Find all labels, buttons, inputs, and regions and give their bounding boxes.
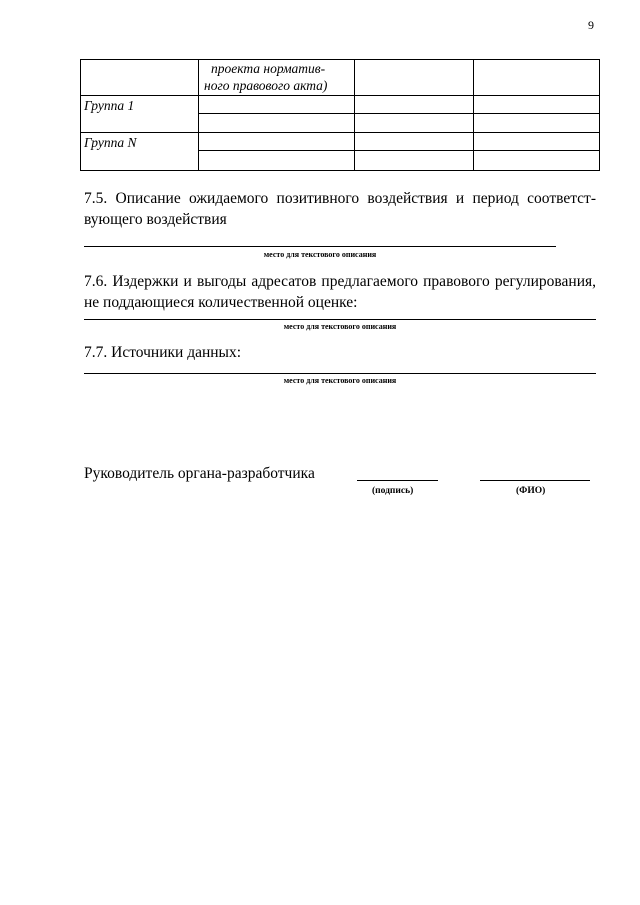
group-table bbox=[80, 59, 600, 171]
section-7-6-text: 7.6. Издержки и выгоды адресатов предлагаемого правового регулирования, не поддающиеся количественной оценке: bbox=[84, 273, 596, 311]
table-column-divider bbox=[198, 59, 199, 171]
table-row-group-label: Группа 1 bbox=[84, 98, 135, 113]
table-header-cell-line-1: проекта норматив- bbox=[211, 61, 326, 76]
table-border-left bbox=[80, 59, 81, 171]
section-7-5-fill-line bbox=[84, 246, 556, 247]
section-7-7-text: 7.7. Источники данных: bbox=[84, 344, 242, 361]
table-border-top bbox=[80, 59, 600, 60]
table-row-divider bbox=[80, 132, 600, 133]
section-7-7-caption: место для текстового описания bbox=[283, 376, 397, 385]
table-row-divider bbox=[80, 95, 600, 96]
signature-block-label: Руководитель органа-разработчика bbox=[84, 465, 315, 482]
table-row-group-label: Группа N bbox=[84, 135, 137, 150]
table-column-divider bbox=[354, 59, 355, 171]
section-7-5-text: 7.5. Описание ожидаемого позитивного воздействия и период соответст-вующего воздействия bbox=[84, 190, 596, 228]
table-header-cell-line-2: ного правового акта) bbox=[204, 78, 328, 93]
table-subrow-divider bbox=[198, 113, 600, 114]
table-subrow-divider bbox=[198, 150, 600, 151]
section-7-7-fill-line bbox=[84, 373, 596, 374]
section-7-6-caption: место для текстового описания bbox=[283, 322, 397, 331]
section-7-5-caption: место для текстового описания bbox=[263, 250, 377, 259]
name-caption: (ФИО) bbox=[516, 486, 546, 496]
table-border-bottom bbox=[80, 170, 600, 171]
table-border-right bbox=[599, 59, 600, 171]
section-7-6-fill-line bbox=[84, 319, 596, 320]
page-number: 9 bbox=[588, 18, 594, 32]
signature-caption: (подпись) bbox=[372, 486, 414, 496]
table-column-divider bbox=[473, 59, 474, 171]
name-line bbox=[480, 480, 590, 481]
signature-line bbox=[357, 480, 438, 481]
